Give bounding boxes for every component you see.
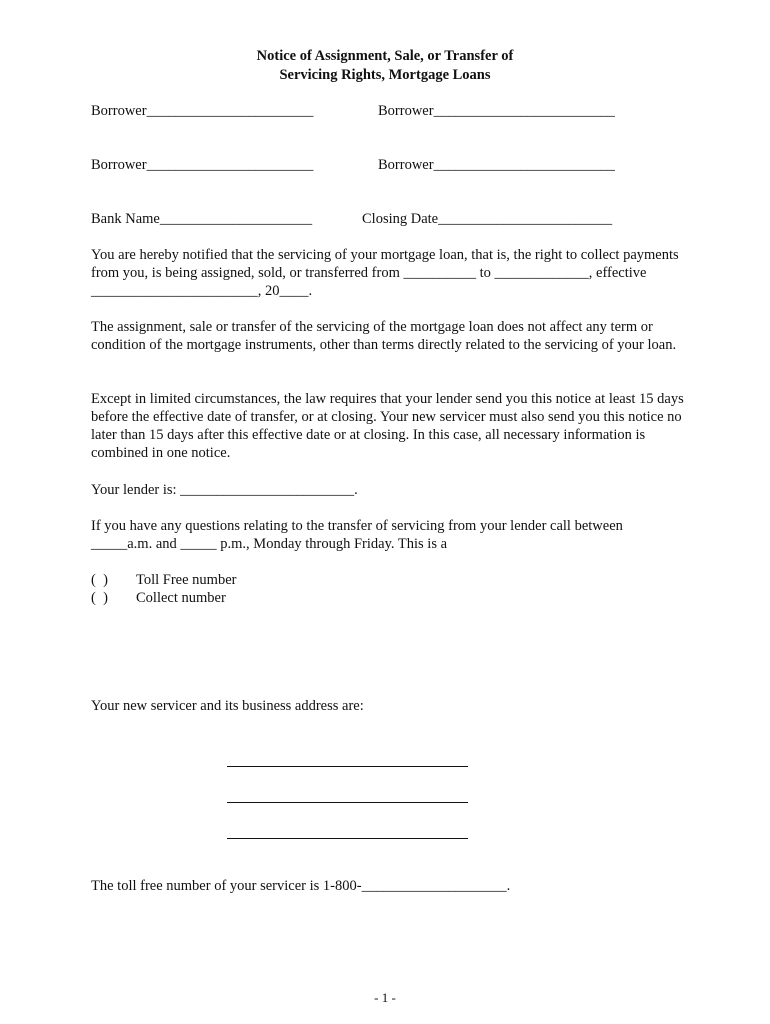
toll-free-checkbox[interactable]: ( ): [91, 572, 108, 588]
lender-paragraph: Your lender is: ________________________.: [91, 482, 358, 498]
address-line-3[interactable]: [227, 838, 468, 839]
title-line-1: Notice of Assignment, Sale, or Transfer of: [256, 48, 514, 64]
title-line-2: Servicing Rights, Mortgage Loans: [279, 67, 491, 83]
borrower-field-4: Borrower_________________________: [378, 157, 615, 173]
servicer-address-heading: Your new servicer and its business address are:: [91, 698, 364, 714]
servicer-phone-paragraph: The toll free number of your servicer is 1-800-____________________.: [91, 878, 511, 894]
transfer-notice-paragraph: You are hereby notified that the servicing of your mortgage loan, that is, the right to collect payments from you, is being assigned, sold, or transferred from __________ to _____________, effective _______________________, 20____.: [91, 247, 679, 299]
bank-name-field: Bank Name_____________________: [91, 211, 313, 227]
address-line-2[interactable]: [227, 802, 468, 803]
toll-free-label: Toll Free number: [136, 572, 237, 588]
borrower-field-2: Borrower_________________________: [378, 103, 615, 119]
questions-paragraph: If you have any questions relating to the transfer of servicing from your lender call between _____a.m. and _____ p.m., Monday through Friday. This is a: [91, 518, 623, 552]
legal-requirements-paragraph: Except in limited circumstances, the law requires that your lender send you this notice at least 15 days before the effective date of transfer, or at closing. Your new servicer must also send you this notice no later than 15 days after this effective date or at closing. In this case, all necessary information is combined in one notice.: [91, 391, 684, 461]
closing-date-field: Closing Date________________________: [362, 211, 613, 227]
terms-unaffected-paragraph: The assignment, sale or transfer of the servicing of the mortgage loan does not affect any term or condition of the mortgage instruments, other than terms directly related to the servicing of your loan.: [91, 319, 677, 353]
borrower-field-1: Borrower_______________________: [91, 103, 314, 119]
collect-checkbox[interactable]: ( ): [91, 590, 108, 606]
borrower-field-3: Borrower_______________________: [91, 157, 314, 173]
address-line-1[interactable]: [227, 766, 468, 767]
page-number: - 1 -: [374, 990, 396, 1005]
collect-label: Collect number: [136, 590, 226, 606]
